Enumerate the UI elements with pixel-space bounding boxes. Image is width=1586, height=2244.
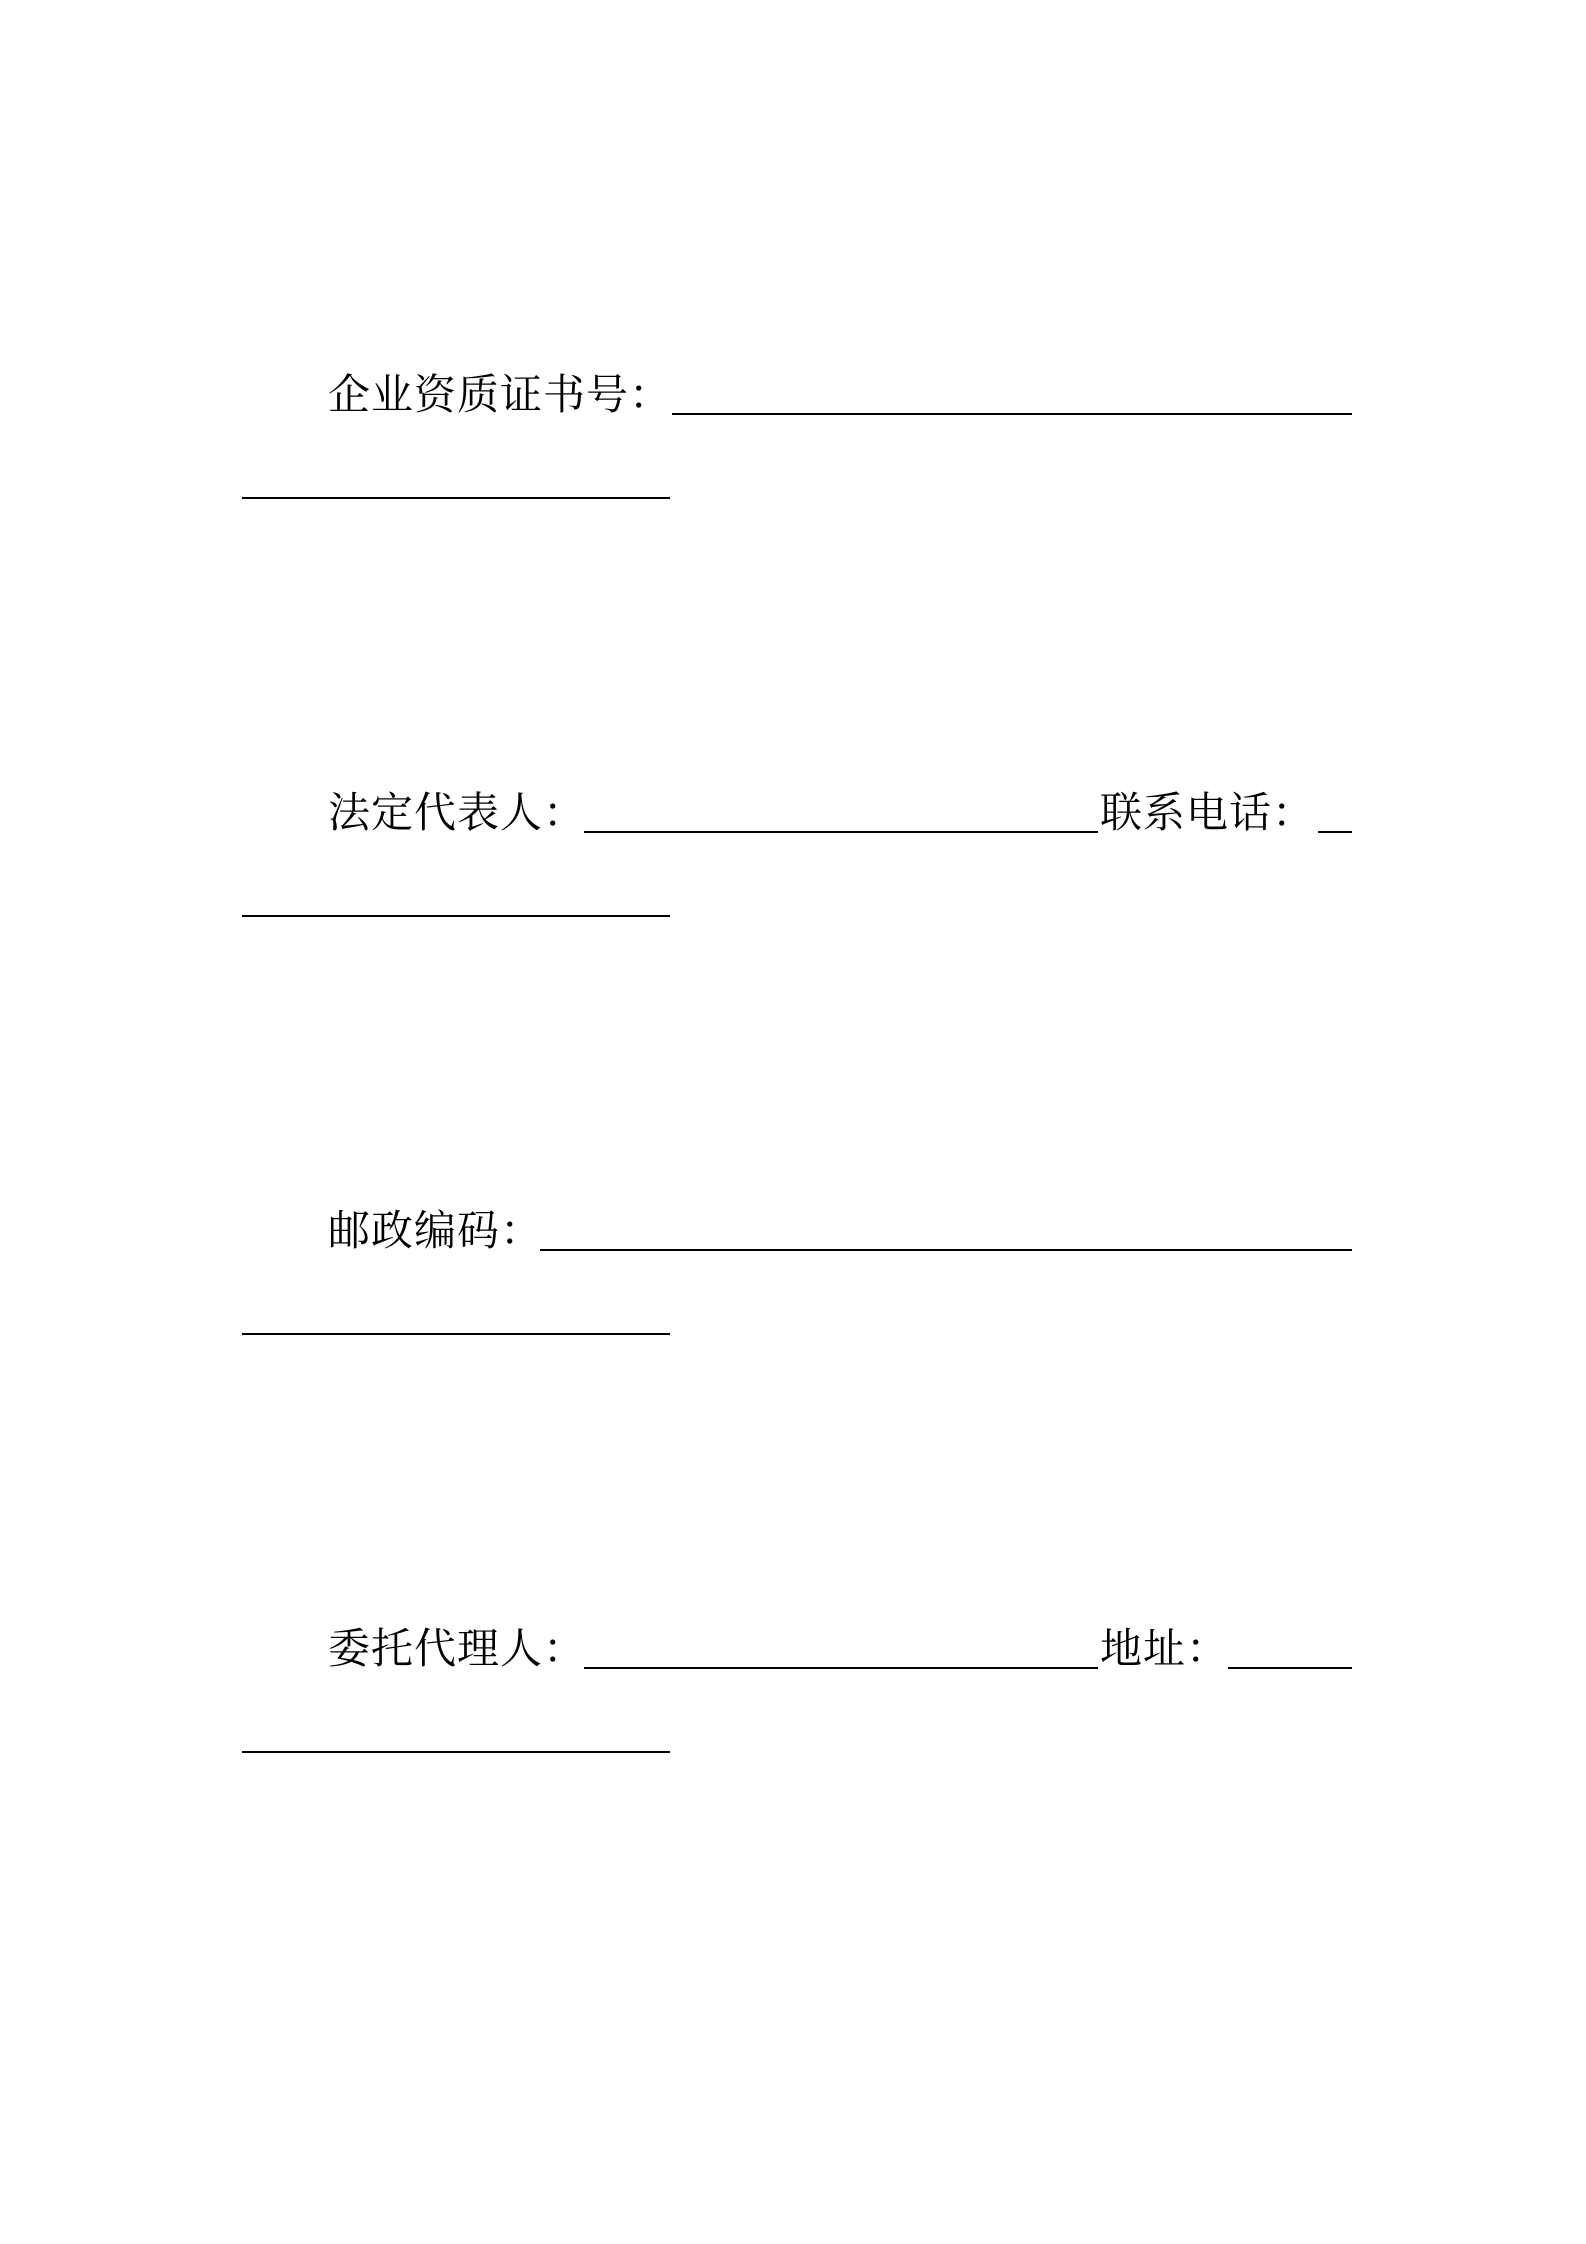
- legal-representative-field[interactable]: [584, 831, 1098, 833]
- address-label: 地址：: [1100, 1624, 1230, 1673]
- postal-code-field[interactable]: [540, 1249, 1352, 1251]
- address-field-continued[interactable]: [242, 1751, 670, 1753]
- authorized-agent-field[interactable]: [584, 1667, 1098, 1669]
- authorized-agent-label: 委托代理人：: [328, 1624, 587, 1673]
- contact-phone-field[interactable]: [1318, 831, 1352, 833]
- qualification-number-field-continued[interactable]: [242, 497, 670, 499]
- postal-code-label: 邮政编码：: [328, 1206, 544, 1255]
- contact-phone-label: 联系电话：: [1100, 788, 1316, 837]
- qualification-number-label: 企业资质证书号：: [328, 370, 673, 419]
- contact-phone-field-continued[interactable]: [242, 915, 670, 917]
- postal-code-field-continued[interactable]: [242, 1333, 670, 1335]
- qualification-number-field[interactable]: [672, 413, 1352, 415]
- legal-representative-label: 法定代表人：: [328, 788, 587, 837]
- address-field[interactable]: [1228, 1667, 1352, 1669]
